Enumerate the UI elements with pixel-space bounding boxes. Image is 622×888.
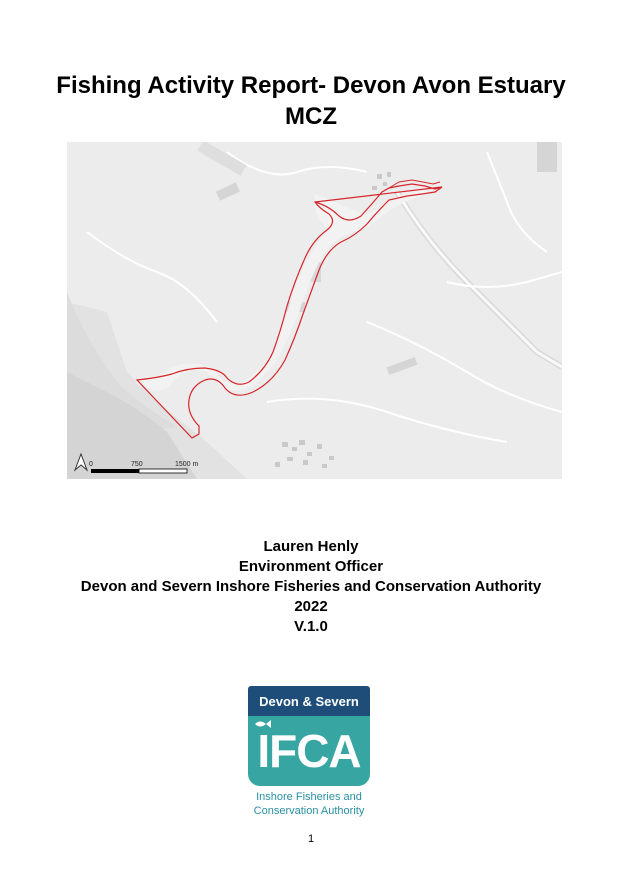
logo-subtitle <box>238 790 380 818</box>
report-version: V.1.0 <box>294 618 328 635</box>
logo-subtitle-line2: Conservation Authority <box>253 805 365 817</box>
logo-banner: Devon & Severn <box>248 686 370 716</box>
logo-acronym: IFCA <box>248 716 370 786</box>
report-year: 2022 <box>294 598 328 615</box>
author-role: Environment Officer <box>238 558 384 575</box>
estuary-map <box>67 142 562 479</box>
author-organisation: Devon and Severn Inshore Fisheries and Conservation Authority <box>80 578 542 595</box>
ifca-logo <box>248 686 370 822</box>
scale-label-0: 0 <box>89 461 93 468</box>
report-title: Fishing Activity Report- Devon Avon Estuary MCZ <box>56 72 566 130</box>
scale-label-1500: 1500 m <box>175 461 199 468</box>
logo-subtitle-line1: Inshore Fisheries and <box>256 791 362 803</box>
fish-icon <box>254 719 272 729</box>
page-number: 1 <box>307 833 315 845</box>
author-block <box>40 537 582 637</box>
author-name: Lauren Henly <box>263 538 359 555</box>
scale-label-750: 750 <box>131 461 143 468</box>
